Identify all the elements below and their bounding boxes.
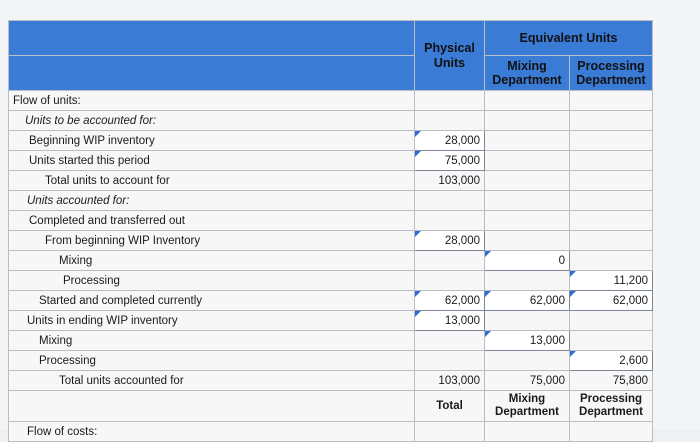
mixing-cell	[485, 351, 570, 371]
processing-cell	[570, 91, 653, 111]
physical-input[interactable]: 28,000	[415, 131, 485, 151]
mixing-cell	[485, 171, 570, 191]
table-row	[9, 211, 653, 231]
physical-total: 103,000	[415, 371, 485, 391]
row-label: Beginning WIP inventory	[9, 131, 415, 151]
physical-cell	[415, 251, 485, 271]
table-row	[9, 271, 653, 291]
physical-units-header: Physical Units	[415, 21, 485, 91]
processing-cell	[570, 311, 653, 331]
header-blank-2	[9, 56, 415, 91]
header-row-1	[9, 21, 653, 56]
processing-total: 75,800	[570, 371, 653, 391]
mixing-cell	[485, 311, 570, 331]
mixing-cell	[485, 151, 570, 171]
mixing-total: 75,000	[485, 371, 570, 391]
physical-input[interactable]: 13,000	[415, 311, 485, 331]
mixing-cell	[485, 211, 570, 231]
row-label: Total units to account for	[9, 171, 415, 191]
row-label: Mixing	[9, 331, 415, 351]
table-row	[9, 111, 653, 131]
mixing-cell	[485, 91, 570, 111]
row-label: Started and completed currently	[9, 291, 415, 311]
physical-input[interactable]: 75,000	[415, 151, 485, 171]
processing-cell	[570, 151, 653, 171]
processing-cell	[570, 231, 653, 251]
table-row	[9, 151, 653, 171]
physical-total: 103,000	[415, 171, 485, 191]
header-blank	[9, 21, 415, 56]
footer-row	[9, 391, 653, 422]
mixing-cell	[485, 131, 570, 151]
physical-cell	[415, 91, 485, 111]
mixing-cell	[485, 191, 570, 211]
row-label: Processing	[9, 271, 415, 291]
processing-cell	[570, 171, 653, 191]
physical-input[interactable]: 62,000	[415, 291, 485, 311]
table-row	[9, 91, 653, 111]
processing-department-header: Processing Department	[570, 56, 653, 91]
processing-cell	[570, 422, 653, 442]
physical-cell	[415, 422, 485, 442]
mixing-cell	[485, 271, 570, 291]
mixing-cell	[485, 111, 570, 131]
mixing-department-header: Mixing Department	[485, 56, 570, 91]
physical-input[interactable]: 28,000	[415, 231, 485, 251]
table-row	[9, 422, 653, 442]
physical-cell	[415, 271, 485, 291]
processing-cell	[570, 251, 653, 271]
table-row	[9, 171, 653, 191]
table-row	[9, 311, 653, 331]
row-label: Completed and transferred out	[9, 211, 415, 231]
table-row	[9, 191, 653, 211]
table-row	[9, 371, 653, 391]
processing-input[interactable]: 11,200	[570, 271, 653, 291]
row-label: Units started this period	[9, 151, 415, 171]
row-label: Units accounted for:	[9, 191, 415, 211]
row-label: Processing	[9, 351, 415, 371]
equivalent-units-header: Equivalent Units	[485, 21, 653, 56]
physical-cell	[415, 111, 485, 131]
row-label: Total units accounted for	[9, 371, 415, 391]
physical-cell	[415, 331, 485, 351]
mixing-input[interactable]: 62,000	[485, 291, 570, 311]
table-row	[9, 251, 653, 271]
processing-cell	[570, 191, 653, 211]
footer-blank	[9, 391, 415, 422]
flow-of-costs-label: Flow of costs:	[9, 422, 415, 442]
mixing-cell	[485, 422, 570, 442]
footer-processing-label: Processing Department	[570, 391, 653, 422]
row-label: Units in ending WIP inventory	[9, 311, 415, 331]
mixing-cell	[485, 231, 570, 251]
processing-cell	[570, 211, 653, 231]
footer-total-label: Total	[415, 391, 485, 422]
row-label: Mixing	[9, 251, 415, 271]
table-row	[9, 131, 653, 151]
mixing-input[interactable]: 13,000	[485, 331, 570, 351]
row-label: From beginning WIP Inventory	[9, 231, 415, 251]
physical-cell	[415, 191, 485, 211]
table-row	[9, 291, 653, 311]
table-row	[9, 331, 653, 351]
equivalent-units-table	[8, 20, 653, 442]
row-label: Units to be accounted for:	[9, 111, 415, 131]
footer-mixing-label: Mixing Department	[485, 391, 570, 422]
processing-cell	[570, 331, 653, 351]
mixing-input[interactable]: 0	[485, 251, 570, 271]
physical-cell	[415, 211, 485, 231]
table-row	[9, 231, 653, 251]
table-row	[9, 351, 653, 371]
processing-input[interactable]: 62,000	[570, 291, 653, 311]
processing-cell	[570, 111, 653, 131]
row-label: Flow of units:	[9, 91, 415, 111]
physical-cell	[415, 351, 485, 371]
processing-input[interactable]: 2,600	[570, 351, 653, 371]
processing-cell	[570, 131, 653, 151]
